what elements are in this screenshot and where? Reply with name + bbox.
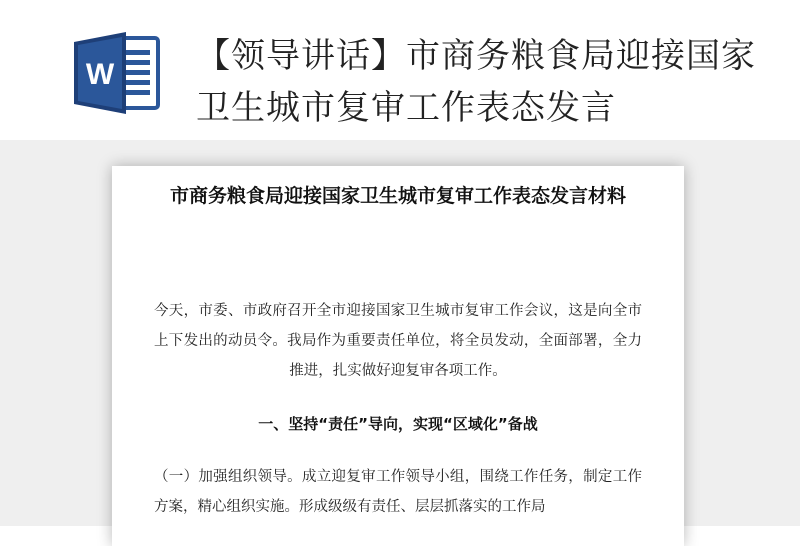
word-document-icon	[70, 28, 166, 118]
paragraph-section-1: （一）加强组织领导。成立迎复审工作领导小组，围绕工作任务，制定工作方案，精心组织实施。形成级级有责任、层层抓落实的工作局	[154, 469, 642, 515]
word-icon-letter: W	[85, 58, 115, 91]
banner-title: 【领导讲话】市商务粮食局迎接国家卫生城市复审工作表态发言	[196, 36, 756, 128]
document-title: 市商务粮食局迎接国家卫生城市复审工作表态发言材料	[169, 185, 626, 207]
document-page	[112, 166, 684, 546]
paragraph-intro: 今天，市委、市政府召开全市迎接国家卫生城市复审工作会议，这是向全市上下发出的动员令。我局作为重要责任单位，将全员发动，全面部署，全力推进，扎实做好迎复审各项工作。	[154, 303, 642, 379]
header-banner	[0, 0, 800, 140]
section-heading-1: 一、坚持“责任”导向，实现“区域化”备战	[258, 415, 538, 433]
